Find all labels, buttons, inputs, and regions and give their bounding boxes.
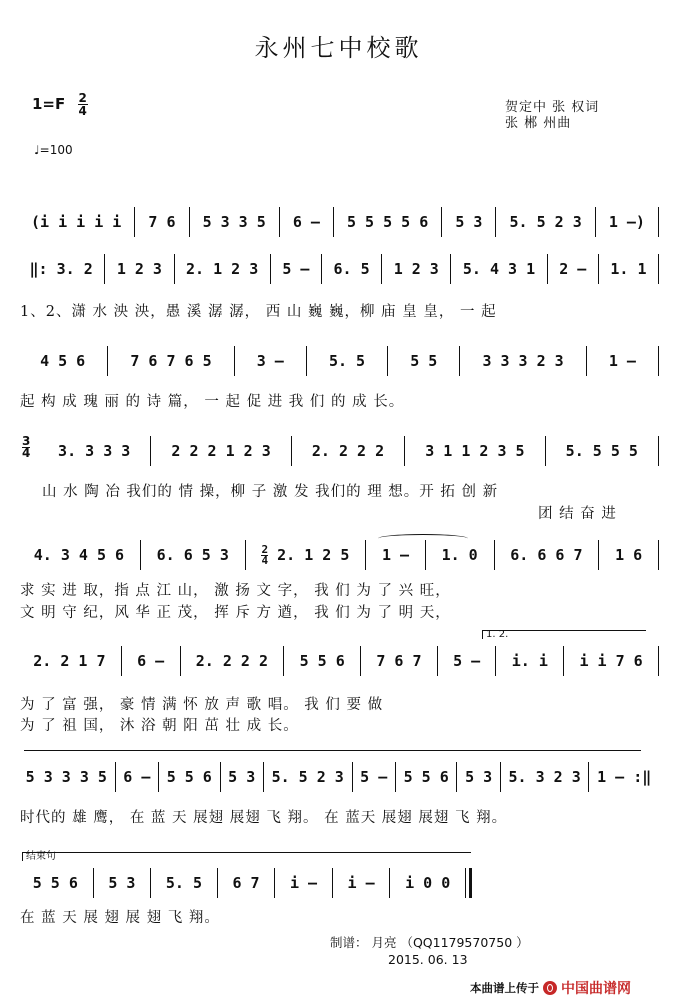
time-change-3-4 xyxy=(22,436,30,459)
system-divider xyxy=(24,750,641,751)
measure: 6. 5 xyxy=(333,260,370,278)
measure: 5 5 6 xyxy=(166,768,212,786)
measure: ‖: 3. 2 xyxy=(29,260,93,278)
measure: 5 5 6 xyxy=(32,874,78,892)
measure: 3 3 3 2 3 xyxy=(482,352,564,370)
measure: i. i xyxy=(511,652,548,670)
lyric-line-row-6a: 为 了 富 强， 豪 情 满 怀 放 声 歌 唱。 我 们 要 做 xyxy=(20,697,384,713)
mid-time-signature xyxy=(261,542,269,567)
staff-row-8 xyxy=(18,866,472,900)
time-signature-numerator: 2 xyxy=(78,91,87,105)
measure: 1 – :‖ xyxy=(597,768,652,786)
arranger-credit: 制谱： 月亮 （QQ1179570750 ） xyxy=(330,935,529,950)
measure: 5 – xyxy=(282,260,310,278)
barline xyxy=(658,346,659,376)
lyric-line-row-8: 在 蓝 天 展 翅 展 翅 飞 翔。 xyxy=(20,910,220,926)
upload-notice xyxy=(470,978,631,998)
measure: 7 6 xyxy=(148,213,176,231)
tie-mark xyxy=(378,534,468,543)
measure: 6. 6 6 7 xyxy=(510,546,583,564)
staff-row-2 xyxy=(18,252,659,286)
measure: (i i i i i xyxy=(31,213,122,231)
measure: 1 6 xyxy=(615,546,643,564)
measure: 5 3 3 5 xyxy=(202,213,266,231)
barline xyxy=(658,436,659,466)
final-barline xyxy=(465,868,472,898)
tempo-marking: ♩=100 xyxy=(34,143,73,157)
measure: 2. 2 2 2 xyxy=(311,442,385,460)
measure: 2 2 2 1 2 3 xyxy=(171,442,271,460)
lyric-line-row-7: 时代的 雄 鹰， 在 蓝 天 展翅 展翅 飞 翔。 在 蓝天 展翅 展翅 飞 翔。 xyxy=(20,810,508,826)
measure: i i 7 6 xyxy=(579,652,643,670)
measure: 5 3 xyxy=(465,768,493,786)
measure: 1 –) xyxy=(608,213,645,231)
measure: 1 – xyxy=(381,546,410,564)
lyric-line-row-5a: 求 实 进 取，指 点 江 山， 激 扬 文 字， 我 们 为 了 兴 旺， xyxy=(20,583,451,599)
time-signature-denominator: 4 xyxy=(78,104,87,118)
staff-row-6 xyxy=(18,644,659,678)
measure: 5. 5 5 5 xyxy=(565,442,638,460)
key-label: 1=F xyxy=(32,95,66,113)
key-signature xyxy=(32,92,87,117)
lyric-line-row-3: 起 构 成 瑰 丽 的 诗 篇， 一 起 促 进 我 们 的 成 长。 xyxy=(20,394,405,410)
upload-text: 本曲谱上传于 xyxy=(470,981,539,995)
measure: 1 – xyxy=(608,352,636,370)
measure: 5. 3 2 3 xyxy=(508,768,581,786)
mid-time-denominator: 4 xyxy=(261,553,269,567)
site-logo-icon xyxy=(543,981,557,995)
measure: 5. 5 2 3 xyxy=(509,213,582,231)
measure: 1. 0 xyxy=(441,546,478,564)
measure xyxy=(246,542,365,567)
lyric-line-row-2: 1、2、潇 水 泱 泱，愚 溪 潺 潺， 西 山 巍 巍，柳 庙 皇 皇， 一 起 xyxy=(20,304,497,320)
staff-row-7 xyxy=(18,760,659,794)
measure: 6 – xyxy=(123,768,151,786)
measure: 2. 1 2 3 xyxy=(186,260,259,278)
ending-bracket xyxy=(22,852,471,861)
measure: 5. 5 2 3 xyxy=(271,768,344,786)
time-signature xyxy=(79,92,87,117)
measure: 5 3 xyxy=(108,874,136,892)
measure: 7 6 7 xyxy=(376,652,422,670)
site-logo-text[interactable]: 中国曲谱网 xyxy=(561,981,631,997)
mid-time-numerator: 2 xyxy=(261,542,269,556)
ending-label: 结束句 xyxy=(26,851,56,862)
measure: i – xyxy=(290,874,318,892)
volta-label: 1. 2. xyxy=(486,629,509,640)
measure: 5 5 5 5 6 xyxy=(347,213,429,231)
measure: 3 – xyxy=(256,352,284,370)
measure-notes: 2. 1 2 5 xyxy=(277,545,350,564)
measure: 1 2 3 xyxy=(116,260,162,278)
measure: 5 – xyxy=(360,768,388,786)
lyric-line-row-4-alt: 团 结 奋 进 xyxy=(538,506,617,522)
measure: 2 – xyxy=(559,260,587,278)
volta-bracket xyxy=(482,630,646,639)
measure: 3 1 1 2 3 5 xyxy=(425,442,525,460)
measure: 7 6 7 6 5 xyxy=(130,352,212,370)
measure: 5. 5 xyxy=(165,874,202,892)
measure: 1 2 3 xyxy=(393,260,439,278)
measure: 5 5 6 xyxy=(299,652,345,670)
measure: 6. 6 5 3 xyxy=(156,546,229,564)
composer-credit: 张 郴 州曲 xyxy=(505,116,572,131)
barline xyxy=(658,540,659,570)
barline xyxy=(658,254,659,284)
measure: 4 5 6 xyxy=(40,352,86,370)
measure: 6 – xyxy=(292,213,320,231)
lyric-line-row-5b: 文 明 守 纪，风 华 正 茂， 挥 斥 方 遒， 我 们 为 了 明 天， xyxy=(20,605,451,621)
measure: 5 3 xyxy=(228,768,256,786)
measure: 5 5 6 xyxy=(403,768,449,786)
measure: 2. 2 2 2 xyxy=(195,652,269,670)
staff-row-1 xyxy=(18,205,659,239)
barline xyxy=(658,646,659,676)
measure: i 0 0 xyxy=(405,874,451,892)
measure: 2. 2 1 7 xyxy=(33,652,106,670)
measure: 5. 4 3 1 xyxy=(462,260,536,278)
time-change-denominator: 4 xyxy=(22,446,31,460)
lyricist-credit: 贺定中 张 权词 xyxy=(505,100,600,115)
measure: 4. 3 4 5 6 xyxy=(33,546,125,564)
measure: 6 – xyxy=(137,652,165,670)
staff-row-3 xyxy=(18,344,659,378)
barline xyxy=(658,207,659,237)
lyric-line-row-4: 山 水 陶 冶 我们的 情 操，柳 子 激 发 我们的 理 想。开 拓 创 新 xyxy=(42,484,499,500)
measure: i – xyxy=(347,874,375,892)
song-title: 永州七中校歌 xyxy=(254,34,423,62)
arrangement-date: 2015. 06. 13 xyxy=(388,952,468,967)
measure: 5 3 3 3 5 xyxy=(25,768,107,786)
measure: 5 5 xyxy=(410,352,438,370)
staff-row-5 xyxy=(18,538,659,572)
measure: 1. 1 xyxy=(610,260,647,278)
measure: 3. 3 3 3 xyxy=(58,442,131,460)
measure: 5. 5 xyxy=(328,352,366,370)
measure: 5 – xyxy=(453,652,481,670)
lyric-line-row-6b: 为 了 祖 国， 沐 浴 朝 阳 茁 壮 成 长。 xyxy=(20,718,299,734)
time-change-numerator: 3 xyxy=(22,434,31,448)
measure: 6 7 xyxy=(232,874,260,892)
staff-row-4 xyxy=(38,434,659,468)
measure: 5 3 xyxy=(455,213,483,231)
